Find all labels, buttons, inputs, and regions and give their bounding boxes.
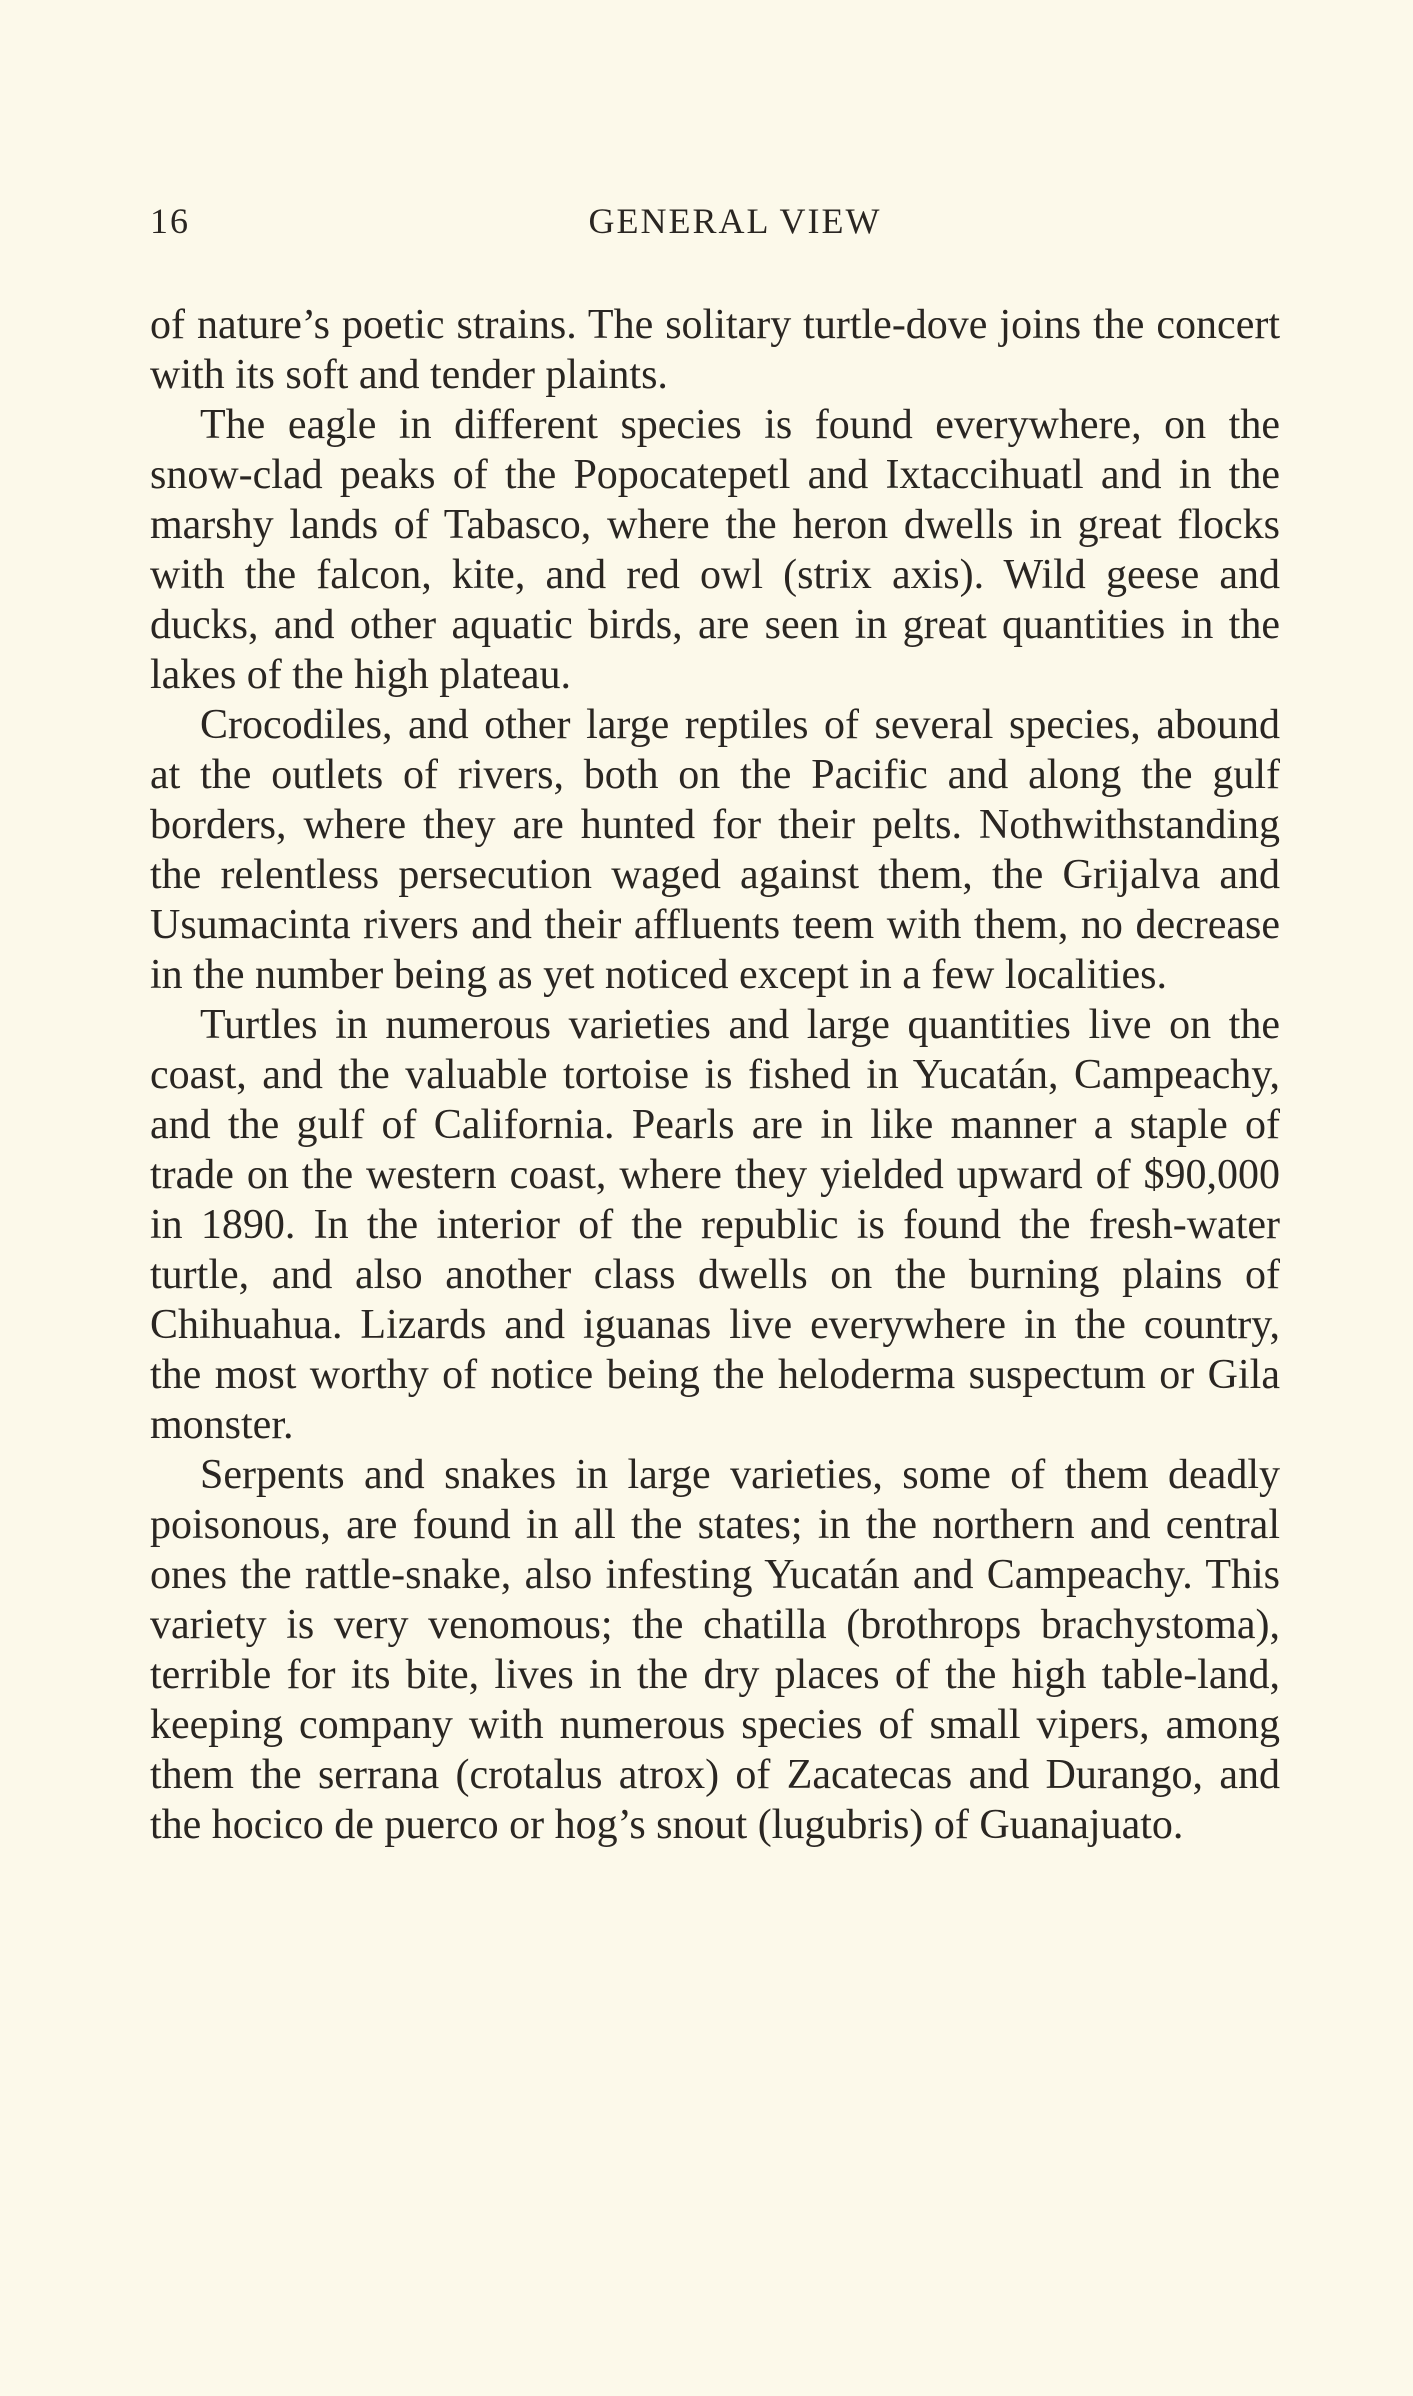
paragraph-continued: of nature’s poetic strains. The solitary turtle-dove joins the concert with its soft and tender plaints. [150,302,1280,398]
page-number: 16 [150,201,190,241]
body-text [150,300,1280,1850]
paragraph-turtles: Turtles in numerous varieties and large quantities live on the coast, and the valuable tortoise is fished in Yucatán, Campeachy, and the gulf of California. Pearls are in like manner a staple of trade on the western coast, where they yielded upward of $90,000 in 1890. In the interior of the republic is found the fresh-water turtle, and also another class dwells on the burning plains of Chihuahua. Lizards and iguanas live everywhere in the country, the most worthy of notice being the heloderma suspectum or Gila monster. [150,1002,1280,1448]
running-title: GENERAL VIEW [588,201,882,241]
paragraph-eagle: The eagle in different species is found everywhere, on the snow-clad peaks of the Popocatepetl and Ixtaccihuatl and in the marshy lands of Tabasco, where the heron dwells in great flocks with the falcon, kite, and red owl (strix axis). Wild geese and ducks, and other aquatic birds, are seen in great quantities in the lakes of the high plateau. [150,402,1280,698]
running-head [150,200,1280,250]
paragraph-crocodiles: Crocodiles, and other large reptiles of several species, abound at the outlets of rivers, both on the Pacific and along the gulf borders, where they are hunted for their pelts. Nothwithstanding the relentless persecution waged against them, the Grijalva and Usumacinta rivers and their affluents teem with them, no decrease in the number being as yet noticed except in a few localities. [150,702,1280,998]
paragraph-serpents: Serpents and snakes in large varieties, some of them deadly poisonous, are found in all the states; in the northern and central ones the rattle-snake, also infesting Yucatán and Campeachy. This variety is very venomous; the chatilla (brothrops brachystoma), terrible for its bite, lives in the dry places of the high table-land, keeping company with numerous species of small vipers, among them the serrana (crotalus atrox) of Zacatecas and Durango, and the hocico de puerco or hog’s snout (lugubris) of Guanajuato. [150,1452,1280,1848]
